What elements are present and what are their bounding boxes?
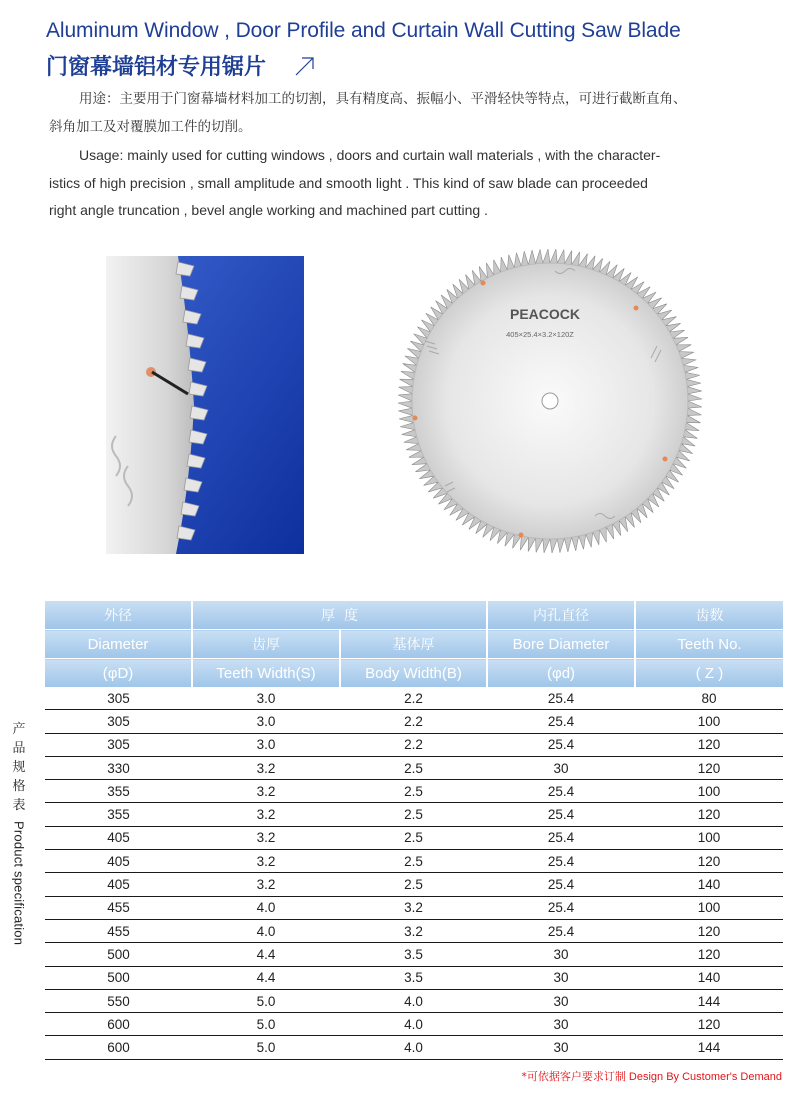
table-cell: 100 — [635, 710, 783, 733]
table-row — [45, 873, 783, 896]
table-cell: 2.5 — [340, 826, 487, 849]
header-teeth-no-sym: ( Z ) — [635, 659, 783, 688]
table-cell: 120 — [635, 803, 783, 826]
header-diameter-cn: 外径 — [45, 601, 192, 630]
table-cell: 2.2 — [340, 710, 487, 733]
header-diameter-sym: (φD) — [45, 659, 192, 688]
table-cell: 305 — [45, 710, 192, 733]
table-cell: 100 — [635, 780, 783, 803]
table-cell: 305 — [45, 733, 192, 756]
table-cell: 3.0 — [192, 710, 340, 733]
table-cell: 2.5 — [340, 850, 487, 873]
table-cell: 25.4 — [487, 826, 635, 849]
side-label-cn-5: 表 — [12, 798, 26, 813]
table-cell: 80 — [635, 687, 783, 710]
table-cell: 2.5 — [340, 873, 487, 896]
arrow-icon — [294, 55, 316, 77]
table-cell: 2.5 — [340, 756, 487, 779]
table-row — [45, 850, 783, 873]
table-row — [45, 919, 783, 942]
table-cell: 5.0 — [192, 989, 340, 1012]
table-cell: 405 — [45, 873, 192, 896]
table-cell: 120 — [635, 756, 783, 779]
table-cell: 4.4 — [192, 966, 340, 989]
side-label-cn-2: 品 — [12, 741, 26, 756]
page-title-en: Aluminum Window , Door Profile and Curtain Wall Cutting Saw Blade — [46, 19, 681, 42]
description-en — [49, 142, 749, 225]
table-cell: 140 — [635, 966, 783, 989]
table-cell: 25.4 — [487, 850, 635, 873]
blade-spec-text: 405×25.4×3.2×120Z — [506, 330, 574, 339]
description-en-line2: istics of high precision , small amplitude and smooth light . This kind of saw blade can proceeded — [49, 174, 648, 191]
table-cell: 25.4 — [487, 896, 635, 919]
table-cell: 3.0 — [192, 687, 340, 710]
table-cell: 500 — [45, 966, 192, 989]
table-cell: 25.4 — [487, 710, 635, 733]
header-body-width-cn: 基体厚 — [340, 630, 487, 659]
table-cell: 140 — [635, 873, 783, 896]
table-cell: 25.4 — [487, 919, 635, 942]
table-row — [45, 780, 783, 803]
custom-note-cn: *可依据客户要求订制 — [521, 1070, 626, 1083]
table-cell: 455 — [45, 896, 192, 919]
side-label-cn-4: 格 — [12, 779, 26, 794]
table-cell: 330 — [45, 756, 192, 779]
table-row — [45, 733, 783, 756]
table-cell: 600 — [45, 1036, 192, 1059]
table-cell: 25.4 — [487, 733, 635, 756]
table-cell: 3.2 — [192, 780, 340, 803]
header-bore-cn: 内孔直径 — [487, 601, 635, 630]
table-cell: 100 — [635, 826, 783, 849]
table-row — [45, 1013, 783, 1036]
table-cell: 455 — [45, 919, 192, 942]
description-cn — [49, 86, 749, 141]
table-cell: 100 — [635, 896, 783, 919]
table-cell: 4.0 — [340, 989, 487, 1012]
page-title-cn-text: 门窗幕墙铝材专用锯片 — [46, 55, 267, 80]
header-teeth-width-en: Teeth Width(S) — [192, 659, 340, 688]
side-label-cn-3: 规 — [12, 760, 26, 775]
table-cell: 120 — [635, 850, 783, 873]
description-cn-line2: 斜角加工及对覆膜加工件的切削。 — [49, 118, 252, 135]
header-thickness-cn: 厚 度 — [192, 601, 487, 630]
table-cell: 3.2 — [192, 850, 340, 873]
table-cell: 120 — [635, 733, 783, 756]
product-spec-table — [45, 601, 783, 1060]
header-body-width-en: Body Width(B) — [340, 659, 487, 688]
table-cell: 355 — [45, 780, 192, 803]
table-cell: 355 — [45, 803, 192, 826]
table-cell: 4.0 — [340, 1013, 487, 1036]
table-row — [45, 756, 783, 779]
table-row — [45, 826, 783, 849]
blade-brand-text: PEACOCK — [509, 306, 581, 322]
description-en-line1: Usage: mainly used for cutting windows , doors and curtain wall materials , with the character- — [79, 147, 661, 163]
table-cell: 30 — [487, 966, 635, 989]
table-cell: 405 — [45, 850, 192, 873]
table-row — [45, 896, 783, 919]
table-cell: 30 — [487, 1013, 635, 1036]
table-cell: 25.4 — [487, 780, 635, 803]
table-row — [45, 1036, 783, 1059]
custom-note-en: Design By Customer's Demand — [628, 1071, 782, 1083]
table-cell: 3.5 — [340, 943, 487, 966]
table-cell: 25.4 — [487, 687, 635, 710]
header-diameter-en: Diameter — [45, 630, 192, 659]
description-en-line3: right angle truncation , bevel angle working and machined part cutting . — [49, 202, 488, 218]
table-cell: 5.0 — [192, 1013, 340, 1036]
table-row — [45, 943, 783, 966]
table-cell: 4.4 — [192, 943, 340, 966]
table-cell: 144 — [635, 1036, 783, 1059]
header-teeth-no-en: Teeth No. — [635, 630, 783, 659]
table-cell: 30 — [487, 943, 635, 966]
table-cell: 305 — [45, 687, 192, 710]
side-label-cn-1: 产 — [12, 722, 26, 737]
table-cell: 3.2 — [192, 756, 340, 779]
table-row — [45, 989, 783, 1012]
saw-blade-photo — [395, 246, 705, 556]
table-cell: 4.0 — [192, 919, 340, 942]
table-cell: 120 — [635, 943, 783, 966]
table-cell: 3.2 — [340, 919, 487, 942]
table-cell: 25.4 — [487, 873, 635, 896]
spec-table-body — [45, 687, 783, 1059]
table-cell: 4.0 — [192, 896, 340, 919]
table-row — [45, 803, 783, 826]
table-cell: 2.5 — [340, 803, 487, 826]
table-cell: 3.0 — [192, 733, 340, 756]
side-label-en: Product specification — [11, 821, 27, 946]
table-cell: 3.2 — [192, 873, 340, 896]
blade-closeup-photo — [106, 256, 304, 554]
table-cell: 500 — [45, 943, 192, 966]
table-cell: 30 — [487, 1036, 635, 1059]
table-cell: 120 — [635, 919, 783, 942]
side-label — [6, 720, 32, 945]
table-cell: 2.5 — [340, 780, 487, 803]
table-cell: 3.5 — [340, 966, 487, 989]
table-cell: 550 — [45, 989, 192, 1012]
table-cell: 25.4 — [487, 803, 635, 826]
table-cell: 2.2 — [340, 687, 487, 710]
header-teeth-no-cn: 齿数 — [635, 601, 783, 630]
table-cell: 3.2 — [340, 896, 487, 919]
description-cn-line1: 用途：主要用于门窗幕墙材料加工的切割，具有精度高、振幅小、平滑轻快等特点，可进行截断直角、 — [79, 91, 687, 107]
table-cell: 30 — [487, 756, 635, 779]
table-cell: 405 — [45, 826, 192, 849]
table-cell: 3.2 — [192, 826, 340, 849]
custom-note — [521, 1068, 782, 1084]
table-cell: 120 — [635, 1013, 783, 1036]
header-bore-en: Bore Diameter — [487, 630, 635, 659]
table-cell: 144 — [635, 989, 783, 1012]
table-cell: 600 — [45, 1013, 192, 1036]
table-cell: 3.2 — [192, 803, 340, 826]
table-row — [45, 966, 783, 989]
table-cell: 30 — [487, 989, 635, 1012]
page-title-cn — [46, 50, 316, 81]
header-bore-sym: (φd) — [487, 659, 635, 688]
table-cell: 5.0 — [192, 1036, 340, 1059]
table-row — [45, 710, 783, 733]
table-cell: 2.2 — [340, 733, 487, 756]
table-cell: 4.0 — [340, 1036, 487, 1059]
table-row — [45, 687, 783, 710]
header-teeth-width-cn: 齿厚 — [192, 630, 340, 659]
